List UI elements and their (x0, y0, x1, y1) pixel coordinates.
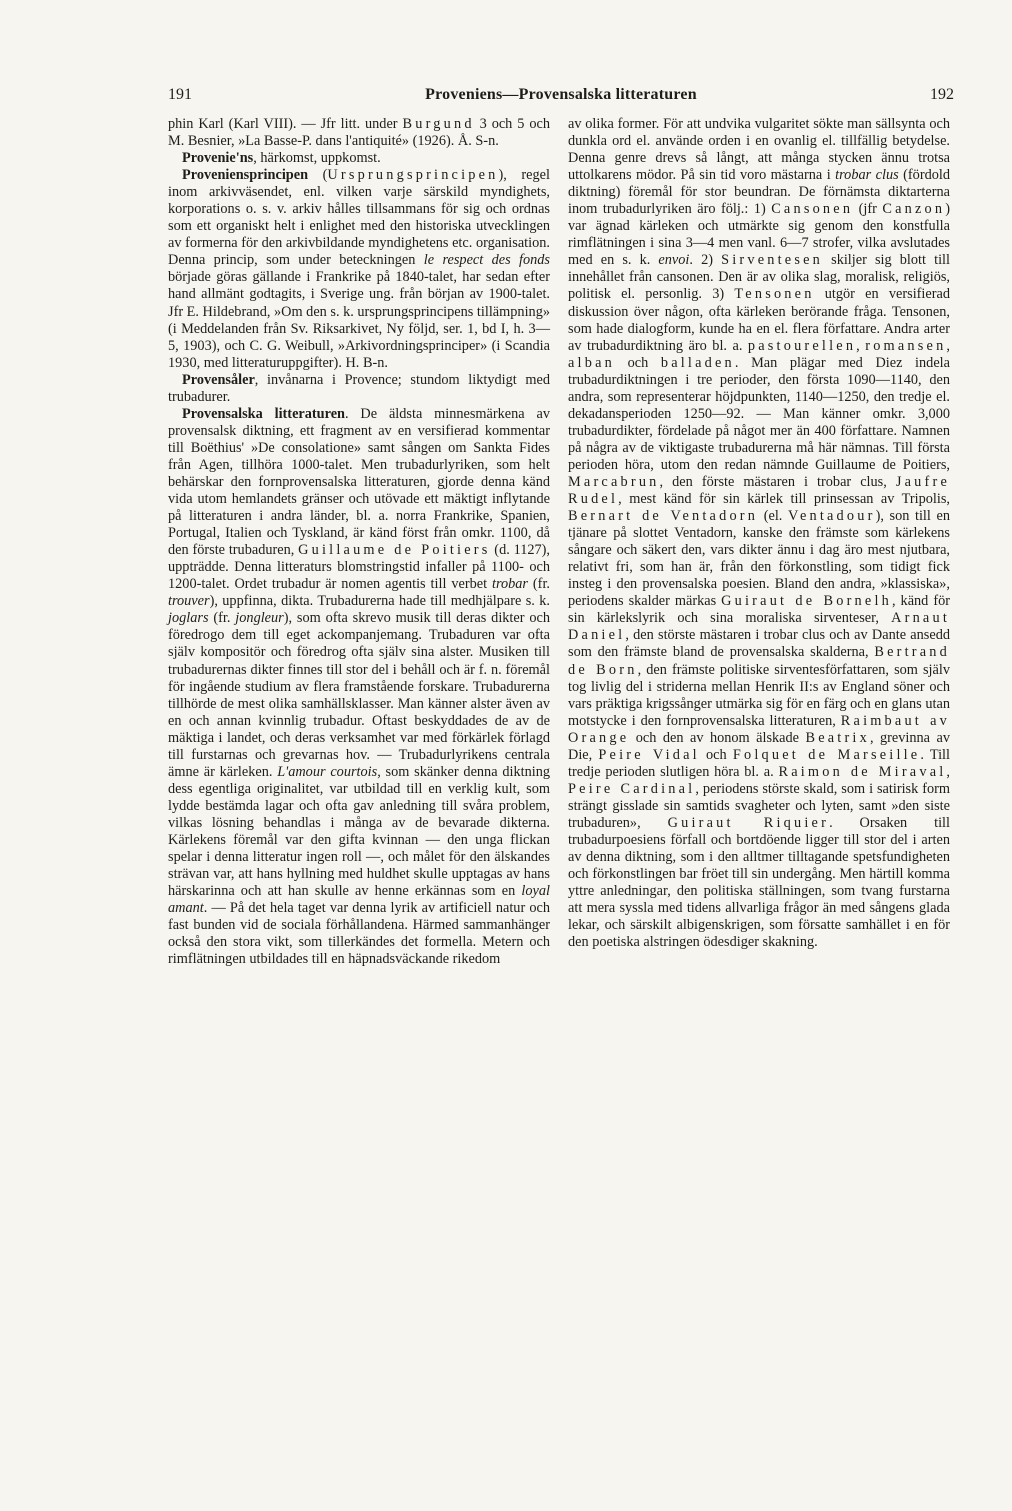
entry-continuation-paragraph: phin Karl (Karl VIII). — Jfr litt. under Burgund 3 och 5 och M. Besnier, »La Basse-P. dans l'antiquité» (1926). Å. S-n. (168, 116, 550, 150)
headword: Proveniensprincipen (182, 167, 309, 184)
headword: Provenie'ns (182, 150, 254, 167)
running-title: Proveniens—Provensalska litteraturen (425, 86, 697, 103)
entry-proveniens: Provenie'ns, härkomst, uppkomst. (182, 150, 381, 167)
page-header (168, 86, 954, 108)
entry-proveniensprincipen: Proveniensprincipen (Ursprungsprincipen), regel inom arkivväsendet, enl. vilken varje särskild myndighets, korporations o. s. v. arkiv hålles tillsammans för sig och ordnas som ett organiskt helt i enlighet med den historiska utvecklingen av formerna för den arkivbildande myndighetens etc. organisation. Denna princip, som under beteckningen le respect des fonds började göras gällande i Frankrike på 1840-talet, har sedan efter hand allmänt godtagits, i Sverige ung. från början av 1900-talet. Jfr E. Hildebrand, »Om den s. k. ursprungsprincipens tillämpning» (i Meddelanden från Sv. Riksarkivet, Ny följd, ser. 1, bd I, h. 3—5, 1903), och C. G. Weibull, »Arkivordningsprinciper» (i Scandia 1930, med litteraturuppgifter). H. B-n. (168, 167, 550, 371)
right-column (568, 116, 950, 951)
entry-provensalska-litteraturen: Provensalska litteraturen. De äldsta minnesmärkena av provensalsk diktning, ett fragment av en versifierad kommentar till Boëthius' »De consolatione» samt sången om Sankta Fides från Agen, tillhöra 1000-talet. Men trubadurlyriken, som helt behärskar den fornprovensalska litteraturen, gjorde denna känd vida utom hemlandets gränser och utövade ett mäktigt inflytande på litteraturen i andra länder, bl. a. norra Frankrike, Spanien, Portugal, Italien och Tyskland, är känd först från omkr. 1100, då den förste trubaduren, Guillaume de Poitiers (d. 1127), uppträdde. Denna litteraturs blomstringstid infaller på 1100- och 1200-talet. Ordet trubadur är nomen agentis till verbet trobar (fr. trouver), uppfinna, dikta. Trubadurerna hade till medhjälpare s. k. joglars (fr. jongleur), som ofta skrevo musik till deras dikter och föredrogo dem till eget ackompanjemang. Trubaduren var ofta själv kompositör och föredrog ofta själv sina alster. Musiken till trubadurernas dikter finnes till stor del i behåll och är f. n. föremål för ingående studium av flera framstående forskare. Trubadurerna tillhörde de mest olika samhällsklasser. Man känner alster även av en och annan kvinnlig trubadur. Oftast beskyddades de av de mäktiga i landet, och deras verksamhet var med förkärlek förlagd till furstarnas och grevarnas hov. — Trubadurlyrikens centrala ämne är kärleken. L'amour courtois, som skänker denna diktning dess egentliga originalitet, var utbildad till en verklig kult, som lydde bestämda lagar och ofta gav anledning till svåra problem, vilkas lösning behandlas i många av de bevarade dikterna. Kärlekens föremål var den gifta kvinnan — den unga flickan spelar i denna litteratur ingen roll —, och målet för den älskandes strävan var, att hans hyllning med huldhet skulle upptagas av hans härskarinna och att han skulle av henne erkännas som en loyal amant. — På det hela taget var denna lyrik av artificiell natur och fast bunden vid de sociala förhållandena. Härmed sammanhänger också den stora vikt, som tillerkändes det formella. Metern och rimflätningen utbildades till en häpnadsväckande rikedom (168, 405, 551, 968)
entry-provensaler: Provensåler, invånarna i Provence; stundom liktydigt med trubadurer. (168, 371, 550, 405)
right-page-number: 192 (930, 86, 954, 103)
entry-continuation-paragraph: av olika former. För att undvika vulgaritet sökte man sällsynta och dunkla ord el. använde orden i en ovanlig el. tillfällig betydelse. Denna genre drevs så långt, att många stycken ännu trotsa uttolkarens mödor. På sin tid voro mästarna i trobar clus (fördold diktning) föremål för stor beundran. De förnämsta diktarterna inom trubadurlyriken äro följ.: 1) Cansonen (jfr Canzon) var ägnad kärleken och utmärkte sig genom den konstfulla rimflätningen i sina 3—4 men vanl. 6—7 strofer, vilka avslutades med en s. k. envoi. 2) Sirventesen skiljer sig blott till innehållet från cansonen. Den är av olika slag, moralisk, religiös, politisk el. personlig. 3) Tensonen utgör en versifierad diskussion över någon, ofta kärleken berörande fråga. Tensonen, som hade dialogform, kunde ha en el. flera författare. Andra arter av trubadurdiktning äro bl. a. pastourellen, romansen, alban och balladen. Man plägar med Diez indela trubadurdiktningen i tre perioder, den första 1090—1140, den andra, som representerar höjdpunkten, 1140—1250, den tredje el. dekadansperioden 1250—92. — Man känner omkr. 3,000 trubadurdikter, fördelade på något mer än 400 författare. Namnen på några av de viktigaste trubadurerna må här nämnas. Till första perioden höra, utom den redan nämnde Guillaume de Poitiers, Marcabrun, den förste mästaren i trobar clus, Jaufre Rudel, mest känd för sin kärlek till prinsessan av Tripolis, Bernart de Ventadorn (el. Ventadour), son till en tjänare på slottet Ventadorn, kanske den främste som kärlekens sångare och säkert den, vars dikter ännu i dag äro mest njutbara, relativt fri, som han är, från den förkonstling, som tidigt fick insteg i den provensalska poesien. Bland den andra, »klassiska», periodens skalder märkas Guiraut de Bornelh, känd för sin kärlekslyrik och sina moraliska sirventeser, Arnaut Daniel, den störste mästaren i trobar clus och av Dante ansedd som den främste bland de provensalska skalderna, Bertrand de Born, den främste politiske sirventesförfattaren, som själv tog livlig del i striderna mellan Henrik II:s av England söner och vars präktiga krigssånger utmärka sig för en färg och en glans utan motstycke i den fornprovensalska litteraturen, Raimbaut av Orange och den av honom älskade Beatrix, grevinna av Die, Peire Vidal och Folquet de Marseille. Till tredje perioden slutligen höra bl. a. Raimon de Miraval, Peire Cardinal, periodens störste skald, som i satirisk form strängt gisslade sin samtids svagheter och lyten, samt »den siste trubaduren», Guiraut Riquier. Orsaken till trubadurpoesiens förfall och bortdöende ligger till stor del i arten av denna diktning, som i den alltmer tilltagande spetsfundigheten och förkonstlingen bar fröet till sin undergång. Men härtill komma yttre anledningar, den politiska ställningen, som tvang furstarna att mera syssla med tidens allvarliga frågor än med sångens glada lekar, och särskilt albigenskrigen, som försatte samhället i en för den poetiska alstringen ödesdiger skakning. (568, 116, 951, 951)
headword: Provensåler (182, 371, 255, 388)
left-page-number: 191 (168, 86, 192, 103)
headword: Provensalska litteraturen (182, 405, 346, 422)
left-column (168, 116, 550, 968)
